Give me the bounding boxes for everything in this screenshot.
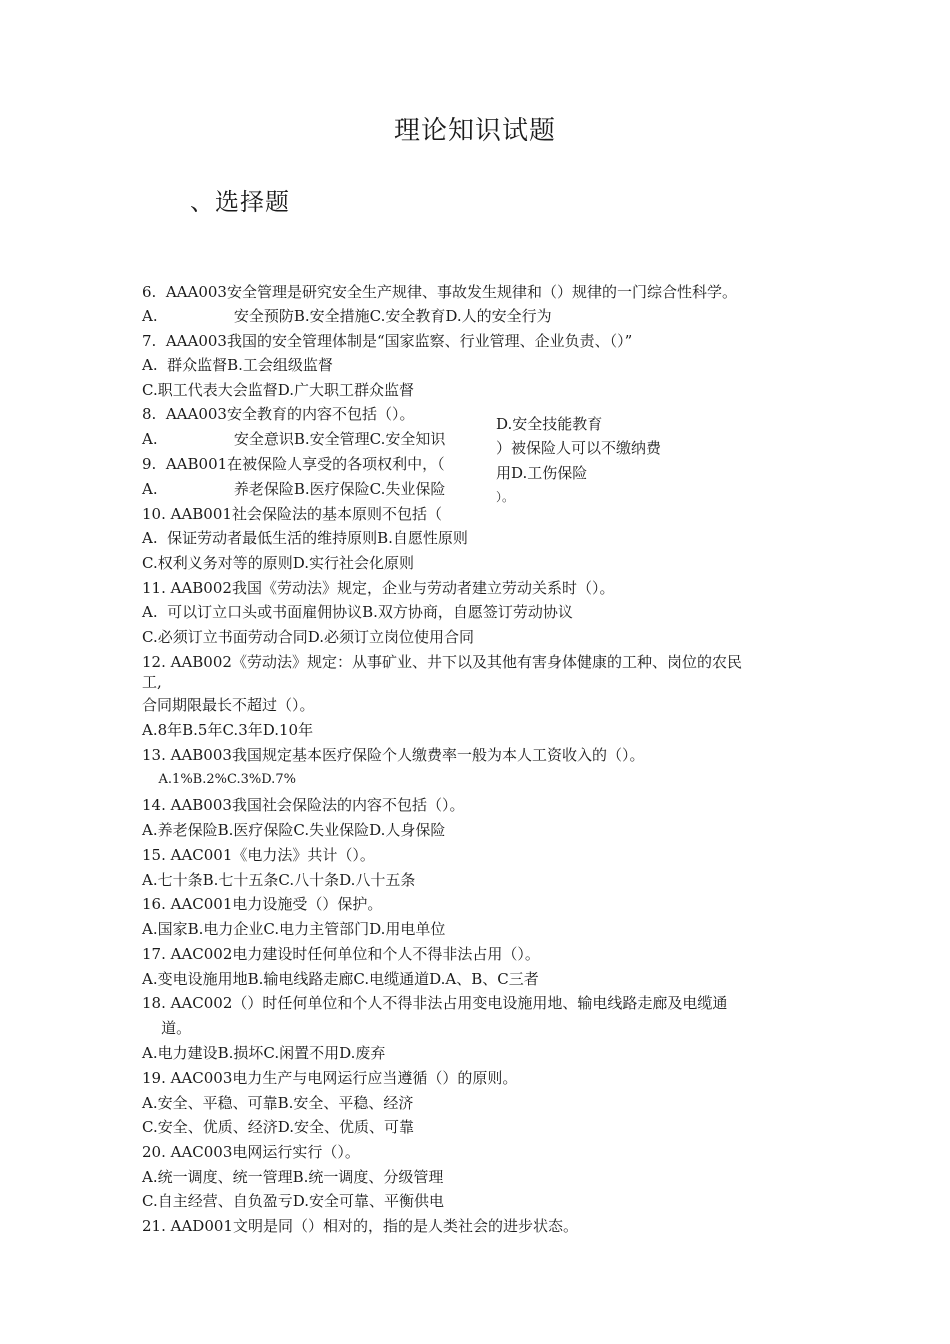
option-line: C.权利义务对等的原则D.实行社会化原则: [142, 554, 414, 572]
option-line: A. 安全意识B.安全管理C.安全知识: [142, 430, 446, 448]
document-title: 理论知识试题: [393, 116, 556, 146]
question-line: 6. AAA003安全管理是研究安全生产规律、事故发生规律和（）规律的一门综合性科学。: [142, 283, 737, 301]
question-line: 工,: [142, 673, 162, 691]
overlay-fragment: 用D.工伤保险: [496, 464, 588, 482]
question-line: 8. AAA003安全教育的内容不包括（）。: [142, 405, 415, 423]
section-heading: 、选择题: [190, 188, 290, 216]
option-line: A. 安全预防B.安全措施C.安全教育D.人的安全行为: [142, 307, 552, 325]
option-line: C.自主经营、自负盈亏D.安全可靠、平衡供电: [142, 1192, 444, 1210]
option-line: C.必须订立书面劳动合同D.必须订立岗位使用合同: [142, 628, 474, 646]
question-line: 14. AAB003我国社会保险法的内容不包括（）。: [142, 796, 465, 814]
question-line: 9. AAB001在被保险人享受的各项权利中，（: [142, 455, 445, 473]
option-line: A.变电设施用地B.输电线路走廊C.电缆通道D.A、B、C三者: [142, 970, 539, 988]
option-line: A.8年B.5年C.3年D.10年: [142, 721, 314, 739]
question-line: 17. AAC002电力建设时任何单位和个人不得非法占用（）。: [142, 945, 540, 963]
option-line: A. 养老保险B.医疗保险C.失业保险: [142, 480, 446, 498]
question-line: 合同期限最长不超过（）。: [142, 696, 315, 714]
option-line: A.国家B.电力企业C.电力主管部门D.用电单位: [142, 920, 446, 938]
question-line: 15. AAC001《电力法》共计（）。: [142, 846, 375, 864]
option-line: A.七十条B.七十五条C.八十条D.八十五条: [142, 871, 416, 889]
option-line: A.统一调度、统一管理B.统一调度、分级管理: [142, 1168, 444, 1186]
option-line: C.职工代表大会监督D.广大职工群众监督: [142, 381, 414, 399]
question-line: 7. AAA003我国的安全管理体制是“国家监察、行业管理、企业负责、（）”: [142, 332, 633, 350]
question-line: 10. AAB001社会保险法的基本原则不包括（: [142, 505, 442, 523]
question-line: 21. AAD001文明是同（）相对的，指的是人类社会的进步状态。: [142, 1217, 578, 1235]
option-line: C.安全、优质、经济D.安全、优质、可靠: [142, 1118, 414, 1136]
question-line: 13. AAB003我国规定基本医疗保险个人缴费率一般为本人工资收入的（）。: [142, 746, 645, 764]
option-line: A.养老保险B.医疗保险C.失业保险D.人身保险: [142, 821, 446, 839]
overlay-fragment: D.安全技能教育: [496, 415, 603, 433]
question-line: 道。: [142, 1019, 192, 1037]
question-line: 20. AAC003电网运行实行（）。: [142, 1143, 360, 1161]
option-line: A. 群众监督B.工会组级监督: [142, 356, 333, 374]
question-line: 19. AAC003电力生产与电网运行应当遵循（）的原则。: [142, 1069, 518, 1087]
option-line: A.电力建设B.损坏C.闲置不用D.废弃: [142, 1044, 386, 1062]
overlay-fragment: ）。: [496, 490, 515, 504]
question-line: 18. AAC002（）时任何单位和个人不得非法占用变电设施用地、输电线路走廊及电缆通: [142, 994, 728, 1012]
option-line: A. 保证劳动者最低生活的维持原则B.自愿性原则: [142, 529, 468, 547]
question-line: 11. AAB002我国《劳动法》规定，企业与劳动者建立劳动关系时（）。: [142, 579, 615, 597]
overlay-fragment: ）被保险人可以不缴纳费: [496, 439, 662, 457]
option-line: A. 可以订立口头或书面雇佣协议B.双方协商，自愿签订劳动协议: [142, 603, 573, 621]
question-line: 16. AAC001电力设施受（）保护。: [142, 895, 383, 913]
option-line: A.1%B.2%C.3%D.7%: [142, 772, 296, 787]
option-line: A.安全、平稳、可靠B.安全、平稳、经济: [142, 1094, 414, 1112]
question-line: 12. AAB002《劳动法》规定：从事矿业、井下以及其他有害身体健康的工种、岗位的农民: [142, 653, 742, 671]
